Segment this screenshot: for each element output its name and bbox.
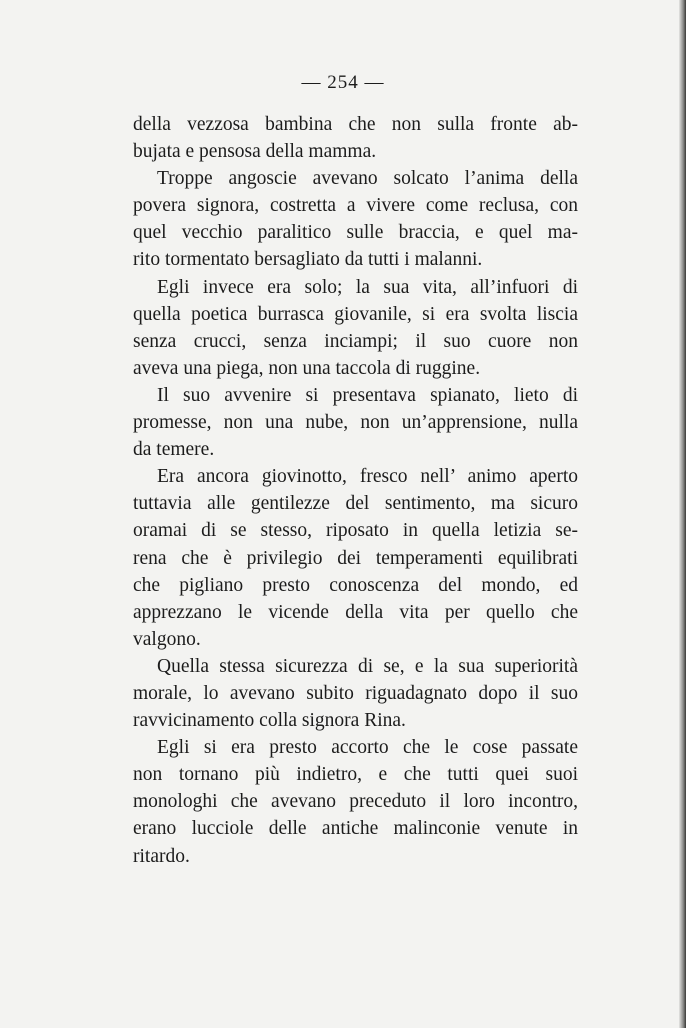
- text-line: Egli invece era solo; la sua vita, all’infuori di: [157, 276, 578, 298]
- text-line: non tornano più indietro, e che tutti quei suoi: [133, 764, 578, 786]
- text-line: Egli si era presto accorto che le cose passate: [157, 737, 578, 759]
- text-line: della vezzosa bambina che non sulla fronte ab-: [133, 114, 578, 135]
- text-line: rena che è privilegio dei temperamenti equilibrati: [133, 547, 578, 569]
- text-line: Era ancora giovinotto, fresco nell’ animo aperto: [157, 466, 578, 488]
- text-line: Quella stessa sicurezza di se, e la sua superiorità: [157, 655, 578, 677]
- text-line: apprezzano le vicende della vita per quello che: [133, 601, 578, 623]
- text-line: tuttavia alle gentilezze del sentimento, ma sicuro: [133, 493, 578, 515]
- text-line: Troppe angoscie avevano solcato l’anima della: [157, 168, 578, 190]
- text-line: quella poetica burrasca giovanile, si era svolta liscia: [133, 303, 578, 325]
- text-line: valgono.: [133, 628, 201, 650]
- text-line: povera signora, costretta a vivere come reclusa, con: [133, 195, 578, 217]
- text-line: morale, lo avevano subito riguadagnato dopo il suo: [133, 682, 578, 704]
- text-line: ravvicinamento colla signora Rina.: [133, 710, 406, 732]
- text-line: quel vecchio paralitico sulle braccia, e quel ma-: [133, 222, 578, 244]
- page-number: — 254 —: [301, 72, 385, 93]
- text-line: bujata e pensosa della mamma.: [133, 141, 377, 163]
- page-body-text: [133, 111, 578, 870]
- page-edge-shadow: [679, 0, 686, 1028]
- text-line: senza crucci, senza inciampi; il suo cuore non: [133, 330, 578, 352]
- text-line: da temere.: [133, 439, 215, 461]
- text-line: ritardo.: [133, 845, 190, 867]
- text-line: aveva una piega, non una taccola di ruggine.: [133, 357, 481, 379]
- text-line: erano lucciole delle antiche malinconie venute in: [133, 818, 578, 840]
- text-line: monologhi che avevano preceduto il loro incontro,: [133, 791, 578, 813]
- text-line: promesse, non una nube, non un’apprensione, nulla: [133, 412, 578, 434]
- text-line: Il suo avvenire si presentava spianato, lieto di: [157, 384, 578, 406]
- text-line: che pigliano presto conoscenza del mondo, ed: [133, 574, 578, 596]
- text-line: oramai di se stesso, riposato in quella letizia se-: [133, 520, 578, 542]
- text-line: rito tormentato bersagliato da tutti i malanni.: [133, 249, 483, 271]
